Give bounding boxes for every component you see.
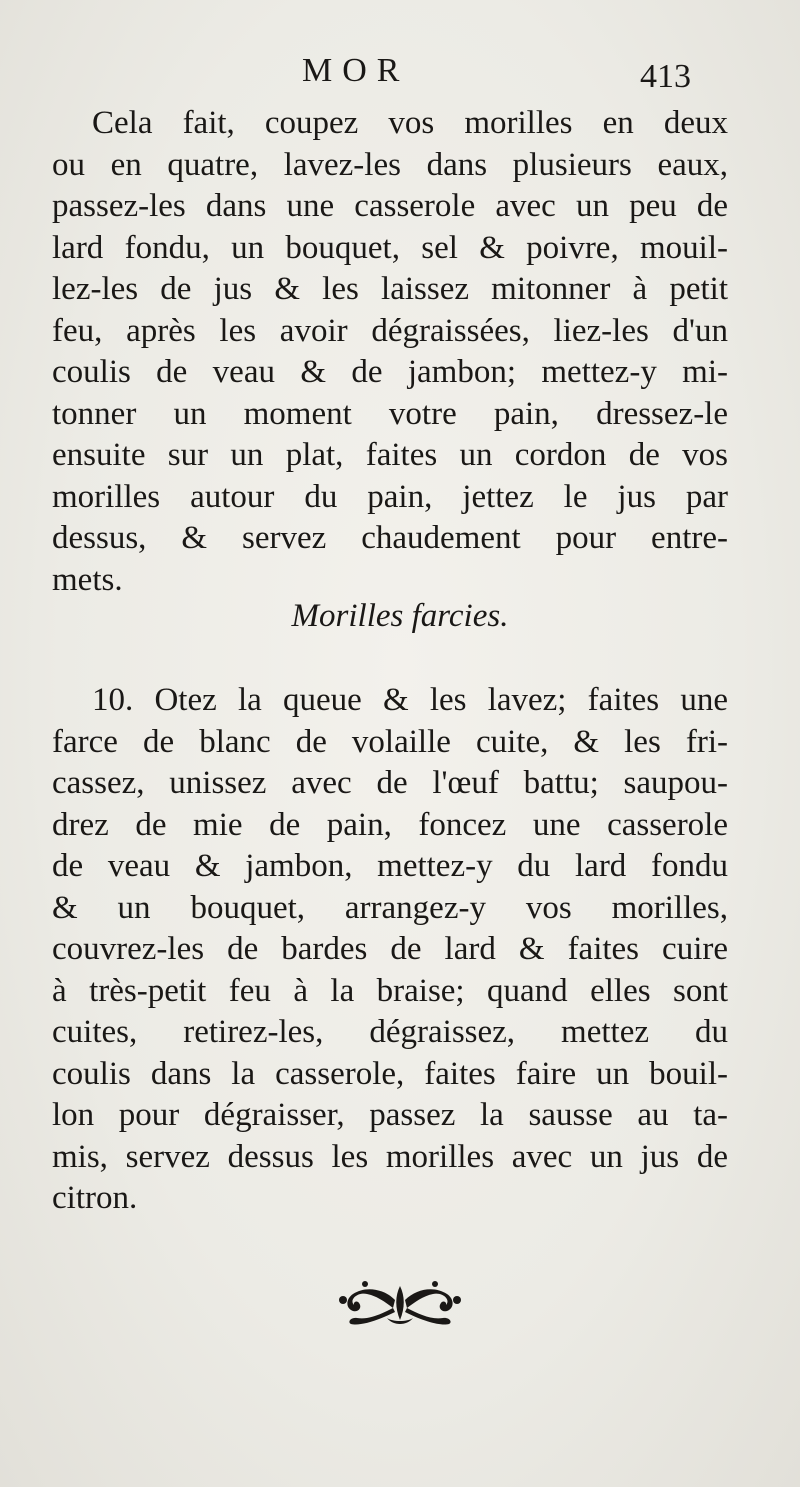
text-line: Cela fait, coupez vos morilles en deux xyxy=(92,105,728,141)
text-line: cuites, retirez-les, dégraissez, mettez du xyxy=(52,1014,728,1050)
text-line: coulis de veau & de jambon; mettez-y mi- xyxy=(52,354,728,390)
running-head: MOR xyxy=(302,52,410,89)
text-line: lon pour dégraisser, passez la sausse au ta- xyxy=(52,1097,728,1133)
text-line: dessus, & servez chaudement pour entre- xyxy=(52,520,728,556)
text-line: drez de mie de pain, foncez une casserole xyxy=(52,806,728,843)
text-line: morilles autour du pain, jettez le jus par xyxy=(52,478,728,515)
text-line: 10. Otez la queue & les lavez; faites une xyxy=(92,682,728,718)
text-line: ou en quatre, lavez-les dans plusieurs eaux, xyxy=(52,146,728,183)
text-line: farce de blanc de volaille cuite, & les fri- xyxy=(52,723,728,760)
text-line: citron. xyxy=(52,1180,138,1216)
paragraph-2 xyxy=(52,680,728,1220)
text-line: passez-les dans une casserole avec un peu de xyxy=(52,188,728,224)
text-line: lard fondu, un bouquet, sel & poivre, mouil- xyxy=(52,229,728,266)
paragraph-1 xyxy=(52,103,728,601)
text-line: couvrez-les de bardes de lard & faites cuire xyxy=(52,931,728,967)
text-line: cassez, unissez avec de l'œuf battu; saupou- xyxy=(52,765,728,801)
text-line: à très-petit feu à la braise; quand elles sont xyxy=(52,972,728,1009)
fleuron-ornament-icon xyxy=(335,1278,465,1328)
text-line: coulis dans la casserole, faites faire un bouil- xyxy=(52,1055,728,1092)
section-heading: Morilles farcies. xyxy=(291,598,509,634)
text-line: de veau & jambon, mettez-y du lard fondu xyxy=(52,848,728,884)
text-line: & un bouquet, arrangez-y vos morilles, xyxy=(52,889,728,926)
text-line: mis, servez dessus les morilles avec un jus de xyxy=(52,1138,728,1175)
page-number: 413 xyxy=(640,58,691,95)
text-line: feu, après les avoir dégraissées, liez-les d'un xyxy=(52,312,728,349)
text-line: mets. xyxy=(52,561,123,598)
text-line: ensuite sur un plat, faites un cordon de vos xyxy=(52,437,728,473)
page-header xyxy=(0,52,800,102)
text-line: tonner un moment votre pain, dressez-le xyxy=(52,395,728,432)
text-line: lez-les de jus & les laissez mitonner à petit xyxy=(52,271,728,307)
